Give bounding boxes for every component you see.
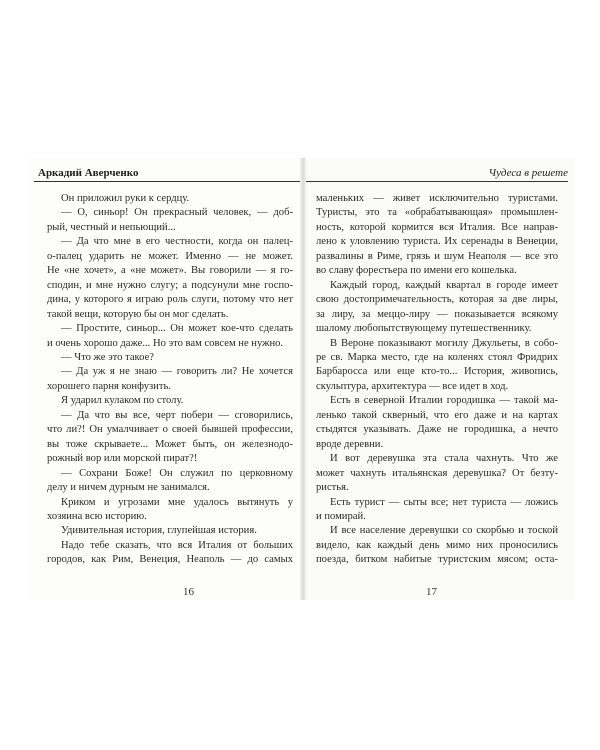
text-line: лено к уловлению туриста. Их серенады в Венеции, (316, 236, 558, 248)
text-line: — Простите, синьор... Он может кое-что сделать (61, 323, 293, 335)
text-line: Каждый город, каждый квартал в городе имеет (330, 279, 558, 291)
running-head-title: Чудеса в решете (488, 167, 568, 179)
text-line: Есть турист — сыты все; нет туриста — ложись (330, 496, 558, 508)
page-number: 17 (426, 586, 437, 598)
text-line: такой вещи, которую бы он мог сделать. (47, 308, 229, 320)
text-line: Туристы, это та «обрабатывающая» промышлен- (316, 207, 558, 219)
text-line: скульптура, архитектура — все идет в ход. (316, 380, 509, 392)
text-line: Есть в северной Италии городишка — такой ма- (330, 395, 558, 407)
text-line: В Вероне показывают могилу Джульеты, в собо- (330, 337, 558, 349)
text-line: И вот деревушка эта стала чахнуть. Что же (330, 453, 558, 465)
text-line: Барбаросса или еще кто-то... История, живопись, (316, 366, 558, 378)
text-line: Я ударил кулаком по столу. (61, 395, 184, 407)
text-line: Криком и угрозами мне удалось вытянуть у (61, 496, 293, 508)
text-line: во славу форестьера по имени его кошелька. (316, 265, 517, 277)
page-number: 16 (183, 586, 194, 598)
text-line: что ли?! Он умалчивает о своей бывшей профессии, (47, 424, 293, 436)
header-rule (306, 181, 568, 182)
text-line: развалины в Риме, грязь и шум Неаполя — все это (316, 250, 558, 262)
text-line: и помирай. (316, 510, 366, 522)
text-line: шалому любопытствующему путешественнику. (316, 323, 532, 335)
running-head-author: Аркадий Аверченко (38, 167, 139, 179)
text-line: Надо тебе сказать, что вся Италия от больших (61, 539, 293, 551)
text-line: ристья. (316, 482, 349, 494)
text-line: — Да что мне в его честности, когда он палец- (61, 236, 293, 248)
text-line: может чахнуть итальянская деревушка? От безту- (316, 467, 558, 479)
text-line: городов, как Рим, Венеция, Неаполь — до самых (47, 554, 293, 566)
text-line: вы тоже скрываете... Может быть, он железнодо- (47, 438, 293, 450)
text-line: видело, как каждый день мимо них проносились (316, 539, 558, 551)
text-line: Удивительная история, глупейшая история. (61, 525, 257, 537)
text-line: ре св. Марка место, где на коленях стоял Фридрих (316, 351, 558, 363)
text-line: ность, которой кормится вся Италия. Все направ- (316, 221, 558, 233)
right-page-text (316, 192, 558, 568)
text-line: дина, у которого я играю роль слуги, потому что нет (47, 294, 293, 306)
text-line: за лиру, за меццо-лиру — показывается всякому (316, 308, 558, 320)
text-line: рожный вор или морской пират?! (47, 453, 198, 465)
text-line: делу и ничем дурным не занимался. (47, 482, 210, 494)
text-line: — Да что вы все, черт побери — сговорились, (61, 409, 293, 421)
text-line: маленьких — живет исключительно туристами. (316, 193, 558, 204)
text-line: И все население деревушки со скорбью и тоской (330, 525, 558, 537)
text-line: — Сохрани Боже! Он служил по церковному (61, 467, 293, 479)
header-rule (34, 181, 300, 182)
text-line: Не «не хочет», а «не может». Вы говорили — я го- (47, 265, 293, 277)
text-line: хорошего парня конфузить. (47, 380, 171, 392)
text-line: свою достопримечательность, которая за две лиры, (316, 294, 558, 306)
text-line: ленько такой скверный, что его даже и на картах (316, 409, 558, 421)
text-line: поезда, битком набитые туристским мясом; оста- (316, 554, 558, 566)
left-page (28, 158, 300, 600)
text-line: о-палец ударить не может. Именно — не может. (47, 250, 293, 262)
text-line: Он приложил руки к сердцу. (61, 193, 190, 204)
text-line: — О, синьор! Он прекрасный человек, — доб- (61, 207, 293, 219)
text-line: сподин, и мне нужно слугу; а подсунули мне госпо- (47, 279, 293, 291)
text-line: и очень хорошо даже... Но это вам совсем не нужно. (47, 337, 284, 349)
text-line: вроде деревни. (316, 438, 384, 450)
text-line: — Что же это такое? (61, 351, 154, 363)
right-page (306, 158, 574, 600)
text-line: хозяина всю историю. (47, 510, 147, 522)
left-page-text (47, 192, 293, 568)
text-line: рый, честный и непьющий... (47, 221, 176, 233)
text-line: — Да уж я не знаю — говорить ли? Не хочется (61, 366, 293, 378)
text-line: стыдятся указывать. Даже не городишка, а нечто (316, 424, 558, 436)
